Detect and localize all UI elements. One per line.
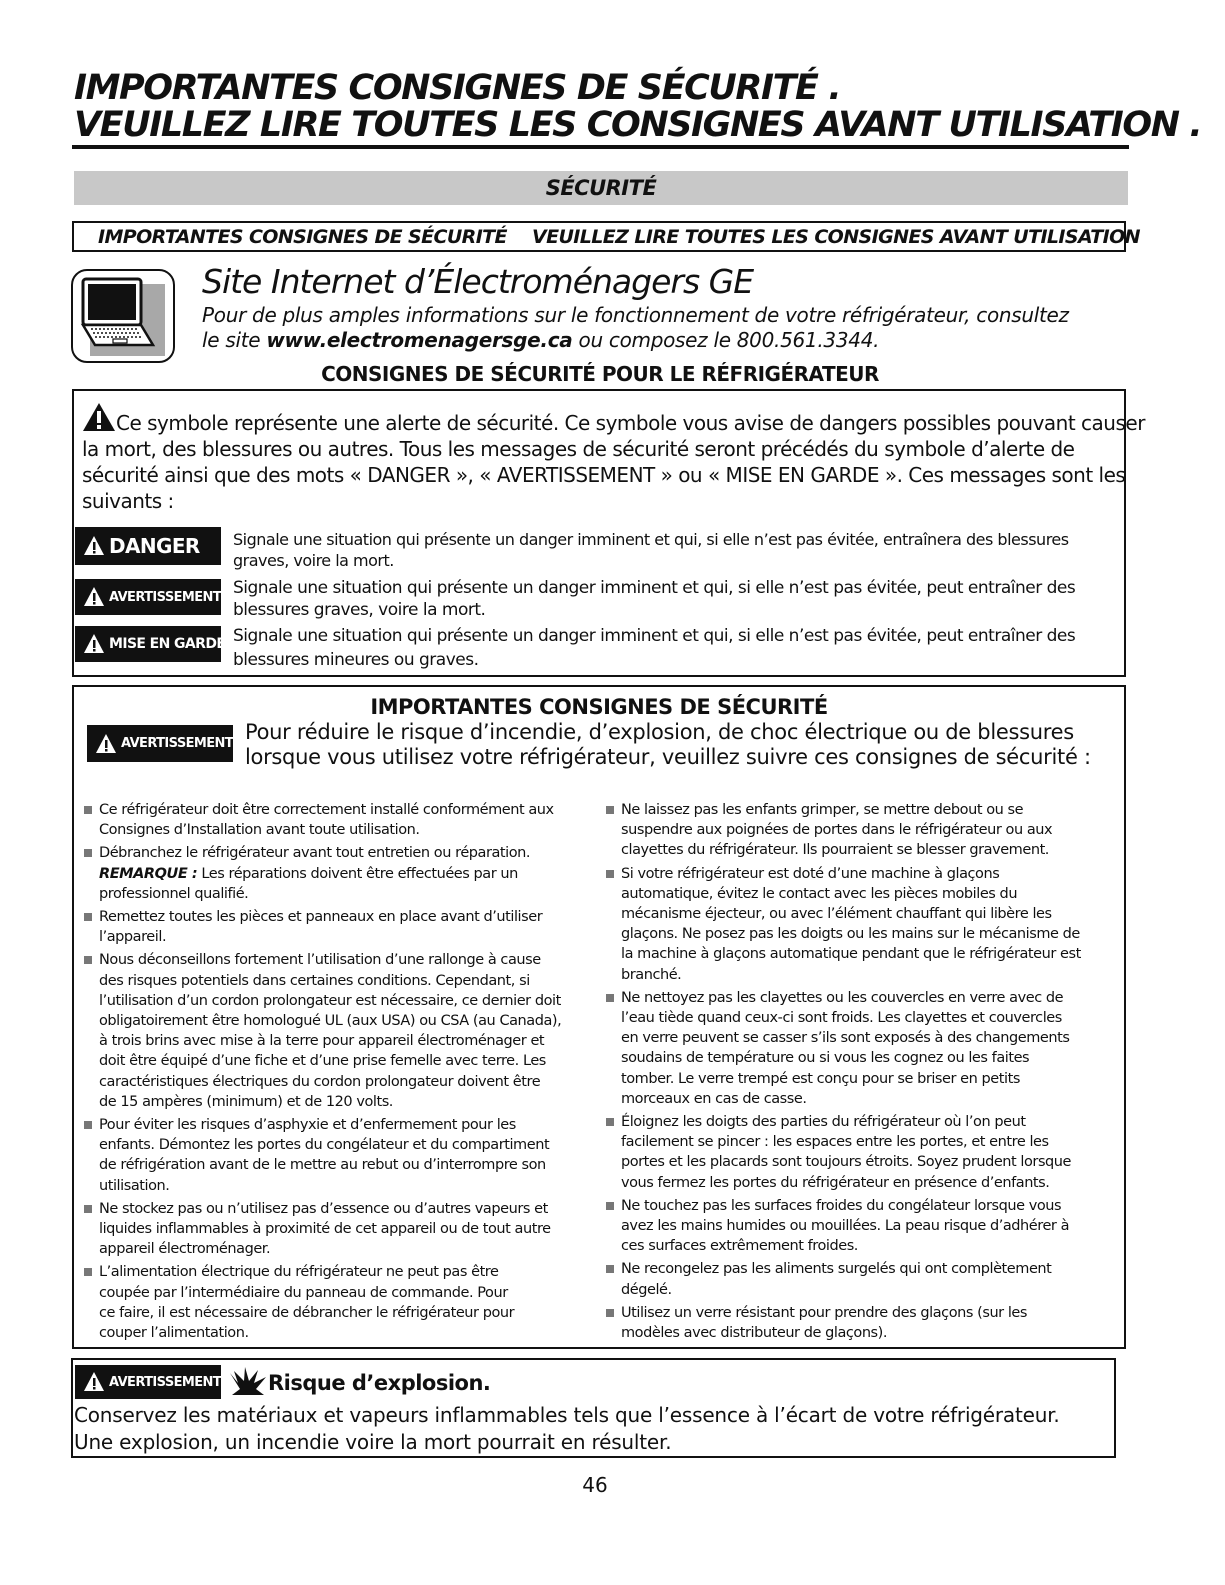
caution-text-line-2: blessures mineures ou graves. [233,650,479,670]
instruction-line: portes et les placards sont toujours étroits. Soyez prudent lorsque [621,1154,1072,1171]
instruction-line: glaçons. Ne posez pas les doigts ou les mains sur le mécanisme de [621,926,1080,943]
page-heading-line-2: VEUILLEZ LIRE TOUTES LES CONSIGNES AVANT UTILISATION . [74,105,1202,145]
banner-right: VEUILLEZ LIRE TOUTES LES CONSIGNES AVANT UTILISATION [532,226,1140,248]
instruction-line: l’utilisation d’un cordon prolongateur est nécessaire, ce dernier doit [99,992,561,1009]
bullet-icon [606,1265,614,1273]
instruction-line: dégelé. [621,1281,672,1298]
instruction-line: caractéristiques électriques du cordon prolongateur doivent être [99,1073,541,1090]
instruction-line: enfants. Démontez les portes du congélateur et du compartiment [99,1137,550,1154]
instruction-line: Ne stockez pas ou n’utilisez pas d’essence ou d’autres vapeurs et [99,1200,548,1217]
danger-text-line-1: Signale une situation qui présente un danger imminent et qui, si elle n’est pas évitée, entraînera des blessures [233,530,1069,549]
instruction-line: L’alimentation électrique du réfrigérateur ne peut pas être [99,1264,499,1281]
bullet-icon [84,1205,92,1213]
bullet-icon [606,1118,614,1126]
instruction-line: mécanisme éjecteur, ou avec l’élément chauffant qui libère les [621,905,1052,922]
website-link[interactable]: www.electromenagersge.ca [266,328,573,352]
instruction-line: suspendre aux poignées de portes dans le réfrigérateur ou aux [621,822,1053,839]
instruction-line: Si votre réfrigérateur est doté d’une machine à glaçons [621,865,1000,882]
alert-intro-line-2: la mort, des blessures ou autres. Tous les messages de sécurité seront précédés du symbole d’alerte de [82,437,1075,461]
explosion-title: Risque d’explosion. [268,1371,491,1395]
page-heading-line-1: IMPORTANTES CONSIGNES DE SÉCURITÉ . [74,68,841,108]
bullet-icon [606,1309,614,1317]
banner-left: IMPORTANTES CONSIGNES DE SÉCURITÉ [98,226,507,248]
instruction-line: de 15 ampères (minimum) et de 120 volts. [99,1093,393,1110]
website-text-prefix: le site [202,328,267,352]
instruction-line: utilisation. [99,1177,170,1194]
instruction-line: clayettes du réfrigérateur. Ils pourraient se blesser gravement. [621,842,1049,859]
alert-intro-line-4: suivants : [82,489,174,513]
instruction-line: ce faire, il est nécessaire de débrancher le réfrigérateur pour [99,1304,515,1321]
section-bar-title: SÉCURITÉ [545,176,657,200]
bullet-icon [84,849,92,857]
safety-banner [72,221,1140,252]
warning-triangle-icon [95,733,117,755]
instruction-line: coupée par l’intermédiaire du panneau de commande. Pour [99,1284,508,1301]
instruction-line: en verre peuvent se casser s’ils sont exposés à des changements [621,1030,1070,1047]
important-heading: IMPORTANTES CONSIGNES DE SÉCURITÉ [370,695,828,719]
instruction-line: tomber. Le verre trempé est conçu pour se briser en petits [621,1070,1020,1087]
bullet-icon [606,1202,614,1210]
warning-badge-explosion [75,1365,221,1399]
caution-text-line-1: Signale une situation qui présente un danger imminent et qui, si elle n’est pas évitée, peut entraîner des [233,626,1076,646]
bullet-icon [84,806,92,814]
bullet-icon [606,806,614,814]
danger-text-line-2: graves, voire la mort. [233,551,394,570]
instruction-line: Débranchez le réfrigérateur avant tout entretien ou réparation. [99,845,531,862]
important-lead-line-2: lorsque vous utilisez votre réfrigérateur, veuillez suivre ces consignes de sécurité : [245,745,1091,769]
danger-label: DANGER [109,534,200,558]
warning-text-line-1: Signale une situation qui présente un danger imminent et qui, si elle n’est pas évitée, peut entraîner des [233,578,1076,598]
instruction-line: Éloignez les doigts des parties du réfrigérateur où l’on peut [621,1114,1026,1130]
instruction-line: branché. [621,966,682,983]
instruction-line: vous fermez les portes du réfrigérateur en présence d’enfants. [621,1174,1050,1191]
warning-triangle-icon [83,535,105,557]
fridge-safety-heading: CONSIGNES DE SÉCURITÉ POUR LE RÉFRIGÉRATEUR [321,362,879,386]
warning-text-line-2: blessures graves, voire la mort. [233,600,486,620]
instruction-line: de réfrigération avant de le mettre au rebut ou d’interrompre son [99,1157,546,1174]
instruction-line: l’eau tiède quand ceux-ci sont froids. Les clayettes et couvercles [621,1009,1062,1026]
bullet-icon [84,913,92,921]
caution-badge [75,626,226,662]
important-lead-line-1: Pour réduire le risque d’incendie, d’explosion, de choc électrique ou de blessures [245,720,1074,744]
bullet-icon [84,1268,92,1276]
instruction-line: avez les mains humides ou mouillées. La peau risque d’adhérer à [621,1217,1070,1234]
explosion-text-line-2: Une explosion, un incendie voire la mort pourrait en résulter. [74,1430,672,1454]
instruction-line: soudains de température ou si vous les cognez ou les faites [621,1050,1030,1067]
instruction-line: ces surfaces extrêmement froides. [621,1238,858,1255]
bullet-icon [606,870,614,878]
explosion-icon [228,1367,268,1397]
instruction-line: Ne laissez pas les enfants grimper, se mettre debout ou se [621,802,1024,818]
section-bar [74,171,1128,205]
instruction-line: modèles avec distributeur de glaçons). [621,1324,888,1341]
instruction-line: Ne recongelez pas les aliments surgelés qui ont complètement [621,1261,1052,1278]
instruction-line: l’appareil. [99,929,167,946]
instruction-line: Ce réfrigérateur doit être correctement installé conformément aux [99,802,554,818]
instruction-line: Pour éviter les risques d’asphyxie et d’enfermement pour les [99,1117,516,1133]
caution-label: MISE EN GARDE [109,636,226,652]
instruction-line: couper l’alimentation. [99,1324,249,1341]
website-title: Site Internet d’Électroménagers GE [202,262,754,301]
warning-label: AVERTISSEMENT [121,736,234,751]
instruction-line: la machine à glaçons automatique pendant que le réfrigérateur est [621,946,1081,963]
warning-badge-important [87,725,233,762]
instruction-line: des risques potentiels dans certaines conditions. Cependant, si [99,972,530,989]
instruction-line: morceaux en cas de casse. [621,1090,807,1107]
warning-label: AVERTISSEMENT [109,589,222,605]
warning-triangle-icon [83,1371,105,1393]
danger-badge [75,527,221,565]
instruction-line: Consignes d’Installation avant toute utilisation. [99,822,420,839]
alert-intro-line-3: sécurité ainsi que des mots « DANGER », « AVERTISSEMENT » ou « MISE EN GARDE ». Ces messages sont les [82,463,1126,487]
instruction-line: professionnel qualifié. [99,885,249,902]
website-text-suffix: ou composez le 800.561.3344. [572,328,880,352]
instruction-line: automatique, évitez le contact avec les pièces mobiles du [621,885,1018,902]
warning-triangle-icon [83,633,105,655]
instruction-line: Nous déconseillons fortement l’utilisation d’une rallonge à cause [99,952,541,969]
instruction-line: appareil électroménager. [99,1241,271,1258]
instruction-line: liquides inflammables à proximité de cet appareil ou de tout autre [99,1220,551,1237]
instruction-line: obligatoirement être homologué UL (aux USA) ou CSA (au Canada), [99,1012,562,1029]
heading-rule [72,145,1129,149]
warning-triangle-icon [83,586,105,608]
instruction-line: REMARQUE : Les réparations doivent être effectuées par un [99,865,518,882]
instruction-line: Utilisez un verre résistant pour prendre des glaçons (sur les [621,1304,1028,1321]
alert-intro-line-1: Ce symbole représente une alerte de sécurité. Ce symbole vous avise de dangers possibles pouvant causer [116,411,1145,435]
safety-alert-icon [82,402,116,432]
instruction-line: facilement se pincer : les espaces entre les portes, et entre les [621,1134,1049,1151]
website-text-line-2 [202,328,879,352]
explosion-text-line-1: Conservez les matériaux et vapeurs inflammables tels que l’essence à l’écart de votre réfrigérateur. [74,1403,1060,1427]
instruction-line: Ne nettoyez pas les clayettes ou les couvercles en verre avec de [621,989,1064,1006]
bullet-icon [84,956,92,964]
bullet-icon [606,994,614,1002]
instruction-line: Ne touchez pas les surfaces froides du congélateur lorsque vous [621,1197,1062,1214]
laptop-icon [71,269,175,363]
bullet-icon [84,1121,92,1129]
page-number: 46 [582,1473,608,1497]
website-text-line-1: Pour de plus amples informations sur le fonctionnement de votre réfrigérateur, consultez [202,303,1069,327]
instruction-line: à trois brins avec mise à la terre pour appareil électroménager et [99,1033,545,1050]
warning-badge [75,579,221,615]
warning-label: AVERTISSEMENT [109,1374,222,1390]
instruction-line: Remettez toutes les pièces et panneaux en place avant d’utiliser [99,909,543,925]
instruction-line: doit être équipé d’une fiche et d’une prise femelle avec terre. Les [99,1053,546,1070]
